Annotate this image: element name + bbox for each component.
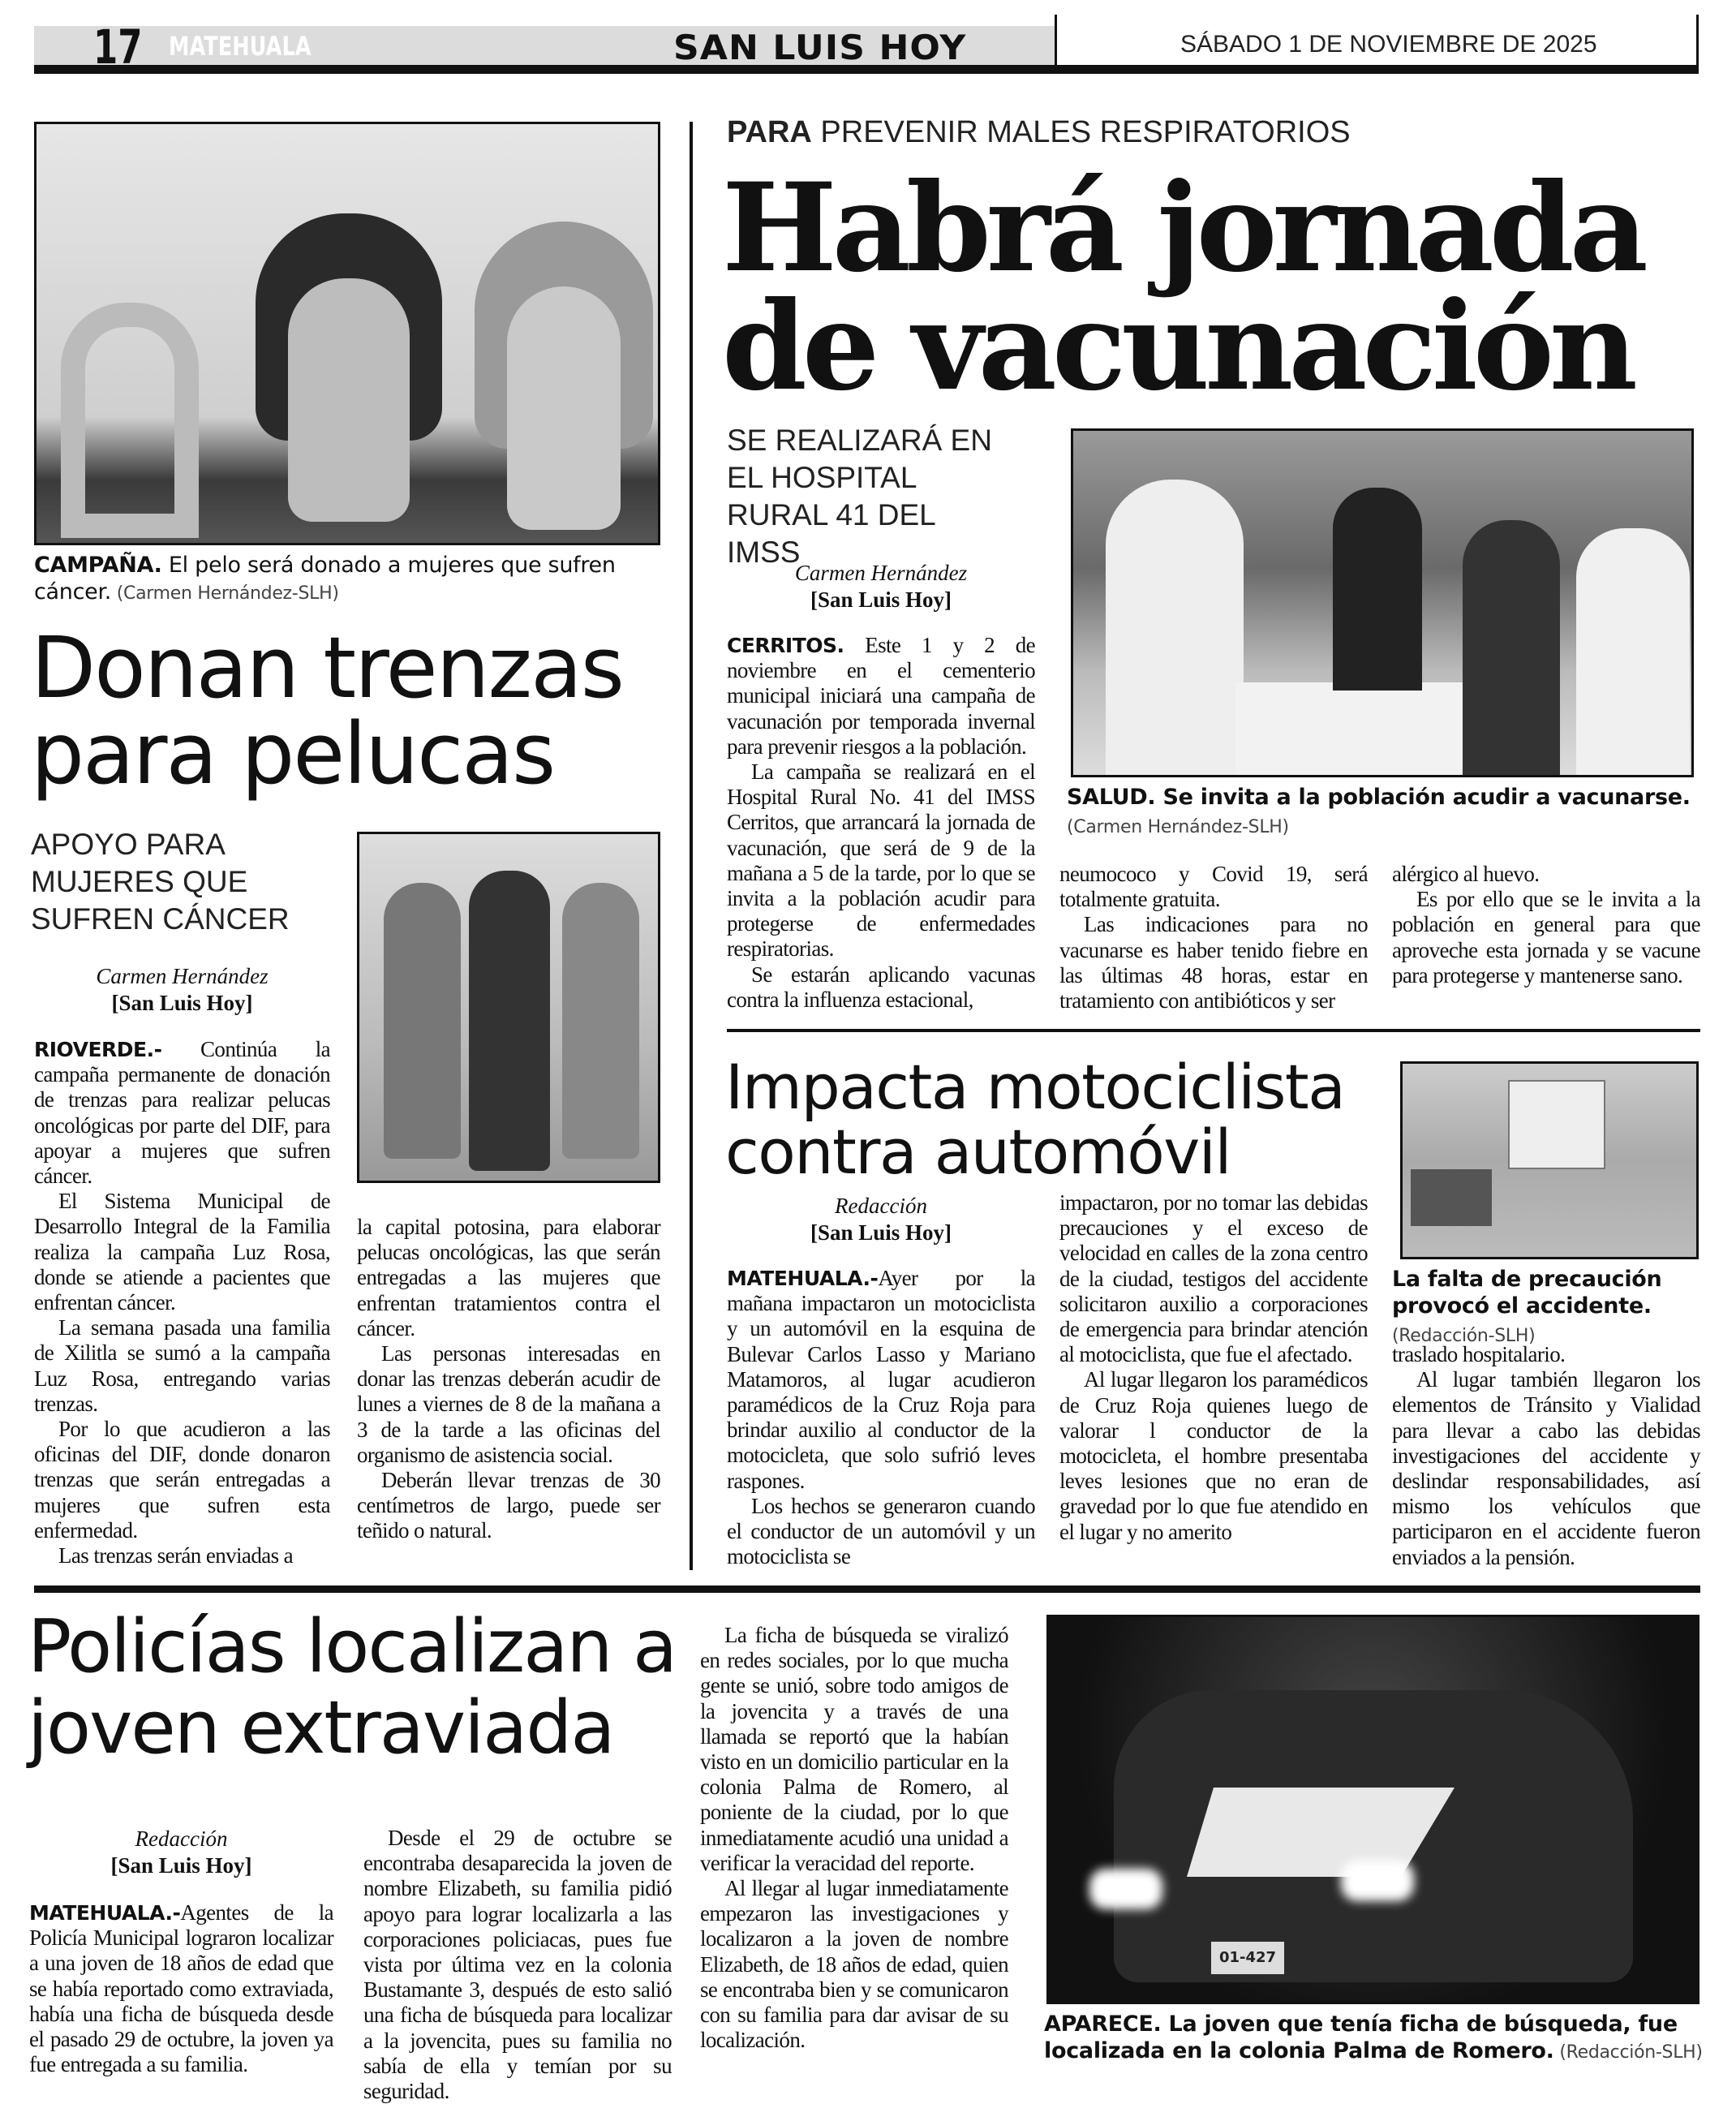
photo-caption: SALUD. Se invita a la población acudir a vacunarse. (Carmen Hernández-SLH) — [1067, 785, 1691, 837]
person — [562, 883, 639, 1159]
article-column: MATEHUALA.-Ayer por la mañana impactaron un motociclista y un automóvil en la esquina de Bulevar Carlos Lasso y Mariano Matamoros, al lugar acudieron paramédicos de la Cruz Roja para brindar auxilio al conductor de la motocicleta, que solo sufrió leves raspones. Los hechos se generaron cuando el conductor de un automóvil y un motociclista se — [727, 1266, 1035, 1569]
article-column: MATEHUALA.-Agentes de la Policía Municipal lograron localizar a una joven de 18 años de edad que se había reportado como extraviada, había una ficha de búsqueda desde el pasado 29 de octubre, la joven ya fue entregada a su familia. — [29, 1900, 333, 2077]
nurse — [1576, 528, 1690, 777]
mannequin-head — [288, 278, 410, 522]
mannequin-head — [507, 286, 621, 530]
article-column: la capital potosina, para elaborar pelucas oncológicas, las que serán entregadas a las mujeres que enfrentan tratamientos contra el cáncer. Las personas interesadas en donar las trenzas deberán acudir de lunes a viernes de 8 de la mañana a 3 de la tarde a las oficinas del organismo de asistencia social. Deberán llevar trenzas de 30 centímetros de largo, puede ser teñido o natural. — [357, 1215, 660, 1543]
ribbon-shape — [61, 303, 199, 538]
headline: Impacta motociclista contra automóvil — [725, 1051, 1345, 1188]
article-column: impactaron, por no tomar las debidas precauciones y el exceso de velocidad en calles de la zona centro de la ciudad, testigos del accidente solicitaron auxilio a corporaciones de emergencia para brindar atención al motociclista, que fue el afectado. Al lugar llegaron los paramédicos de Cruz Roja quienes luego de valorar l conductor de la motocicleta, el hombre presentaba leves lesiones que no eran de gravedad por lo que fue atendido en el lugar y no amerito — [1059, 1190, 1368, 1544]
headlight — [1089, 1869, 1162, 1909]
person — [1333, 488, 1422, 691]
page-number: 17 — [93, 19, 143, 75]
photo-caption: La falta de precaución provocó el accidente. (Redacción-SLH) — [1392, 1267, 1662, 1346]
byline: Carmen Hernández [San Luis Hoy] — [794, 561, 968, 612]
article-column: Desde el 29 de octubre se encontraba desaparecida la joven de nombre Elizabeth, su familia pidió apoyo para lograr localizarla a las corporaciones policiacas, pues fue vista por última vez en la colonia Bustamante 3, después de esto salió una ficha de búsqueda para localizar a la jovencita, pues su familia no sabía de ella y temían por su seguridad. — [363, 1826, 672, 2104]
vaccination-photo — [1071, 428, 1694, 777]
section-name: MATEHUALA — [169, 31, 312, 62]
person — [384, 883, 461, 1159]
masthead: SAN LUIS HOY — [673, 28, 967, 67]
accident-photo — [1400, 1061, 1699, 1259]
byline: Redacción [San Luis Hoy] — [110, 1826, 252, 1878]
person — [469, 871, 550, 1171]
section-rule — [727, 1029, 1700, 1032]
photo-caption: CAMPAÑA. El pelo será donado a mujeres que sufren cáncer. (Carmen Hernández-SLH) — [34, 553, 616, 605]
headlight — [1341, 1861, 1414, 1901]
donors-photo — [357, 832, 660, 1183]
article-column: traslado hospitalario. Al lugar también llegaron los elementos de Tránsito y Vialidad para llevar a cabo las debidas investigaciones del accidente y deslindar responsabilidades, así mismo los vehículos que participaron en el accidente fueron enviados a la pensión. — [1392, 1342, 1700, 1569]
photo-caption: APARECE. La joven que tenía ficha de búsqueda, fue localizada en la colonia Palma de Romero. (Redacción-SLH) — [1044, 2011, 1703, 2063]
headline: Donan trenzas para pelucas — [31, 618, 623, 803]
article-column: CERRITOS. Este 1 y 2 de noviembre en el cementerio municipal iniciará una campaña de vacunación por temporada invernal para prevenir riesgos a la población. La campaña se realizará en el Hospital Rural No. 41 del IMSS Cerritos, que arrancará la jornada de vacunación, que será de 9 de la mañana a 5 de la tarde, por lo que se invita a la población acudir para protegerse de enfermedades respiratorias. Se estarán aplicando vacunas contra la influenza estacional, — [727, 633, 1036, 1012]
car — [1411, 1169, 1492, 1226]
article-column: La ficha de búsqueda se viralizó en redes sociales, por lo que mucha gente se unió, sobre todo amigos de la jovencita y a través de una llamada se reportó que la habían visto en un domicilio particular en la colonia Palma de Romero, al poniente de la ciudad, por lo que inmediatamente acudió una unidad a verificar la veracidad del reporte. Al llegar al lugar inmediatamente empezaron las investigaciones y localizaron a la joven de nombre Elizabeth, de 18 años de edad, quien se encontraba bien y se comunicaron con su familia para dar avisar de su localización. — [700, 1623, 1008, 2053]
column-divider — [690, 122, 693, 1570]
kicker: PARA PREVENIR MALES RESPIRATORIOS — [727, 115, 1351, 149]
byline: Carmen Hernández [San Luis Hoy] — [96, 964, 269, 1015]
nurse — [1106, 480, 1244, 777]
police-car-photo — [1046, 1615, 1699, 2004]
byline: Redacción [San Luis Hoy] — [810, 1194, 952, 1245]
person — [1463, 520, 1560, 777]
section-rule — [34, 1586, 1700, 1593]
headline: Habrá jornada de vacunación — [722, 157, 1644, 418]
license-plate: 01-427 — [1211, 1942, 1284, 1974]
headline: Policías localizan a joven extraviada — [28, 1604, 677, 1771]
subheadline: SE REALIZARÁ EN EL HOSPITAL RURAL 41 DEL IMSS — [727, 424, 992, 569]
subheadline: APOYO PARA MUJERES QUE SUFREN CÁNCER — [31, 828, 290, 936]
wigs-photo — [34, 122, 660, 545]
issue-date: SÁBADO 1 DE NOVIEMBRE DE 2025 — [1180, 31, 1597, 58]
article-column: RIOVERDE.- Continúa la campaña permanente de donación de trenzas para realizar pelucas oncológicas por parte del DIF, para apoyar a mujeres que sufren cáncer. El Sistema Municipal de Desarrollo Integral de la Familia realiza la campaña Luz Rosa, donde se atiende a pacientes que enfrentan cáncer. La semana pasada una familia de Xilitla se sumó a la campaña Luz Rosa, entregando varias trenzas. Por lo que acudieron a las oficinas del DIF, donde donaron trenzas que serán entregadas a mujeres que sufren esta enfermedad. Las trenzas serán enviadas a — [34, 1037, 330, 1568]
building-sign — [1508, 1080, 1605, 1169]
article-column: neumococo y Covid 19, será totalmente gratuita. Las indicaciones para no vacunarse es haber tenido fiebre en las últimas 48 horas, estar en tratamiento con antibióticos y ser — [1059, 862, 1368, 1013]
article-column: alérgico al huevo. Es por ello que se le invita a la población en general para que aproveche esta jornada y se vacune para protegerse y mantenerse sano. — [1392, 862, 1700, 987]
